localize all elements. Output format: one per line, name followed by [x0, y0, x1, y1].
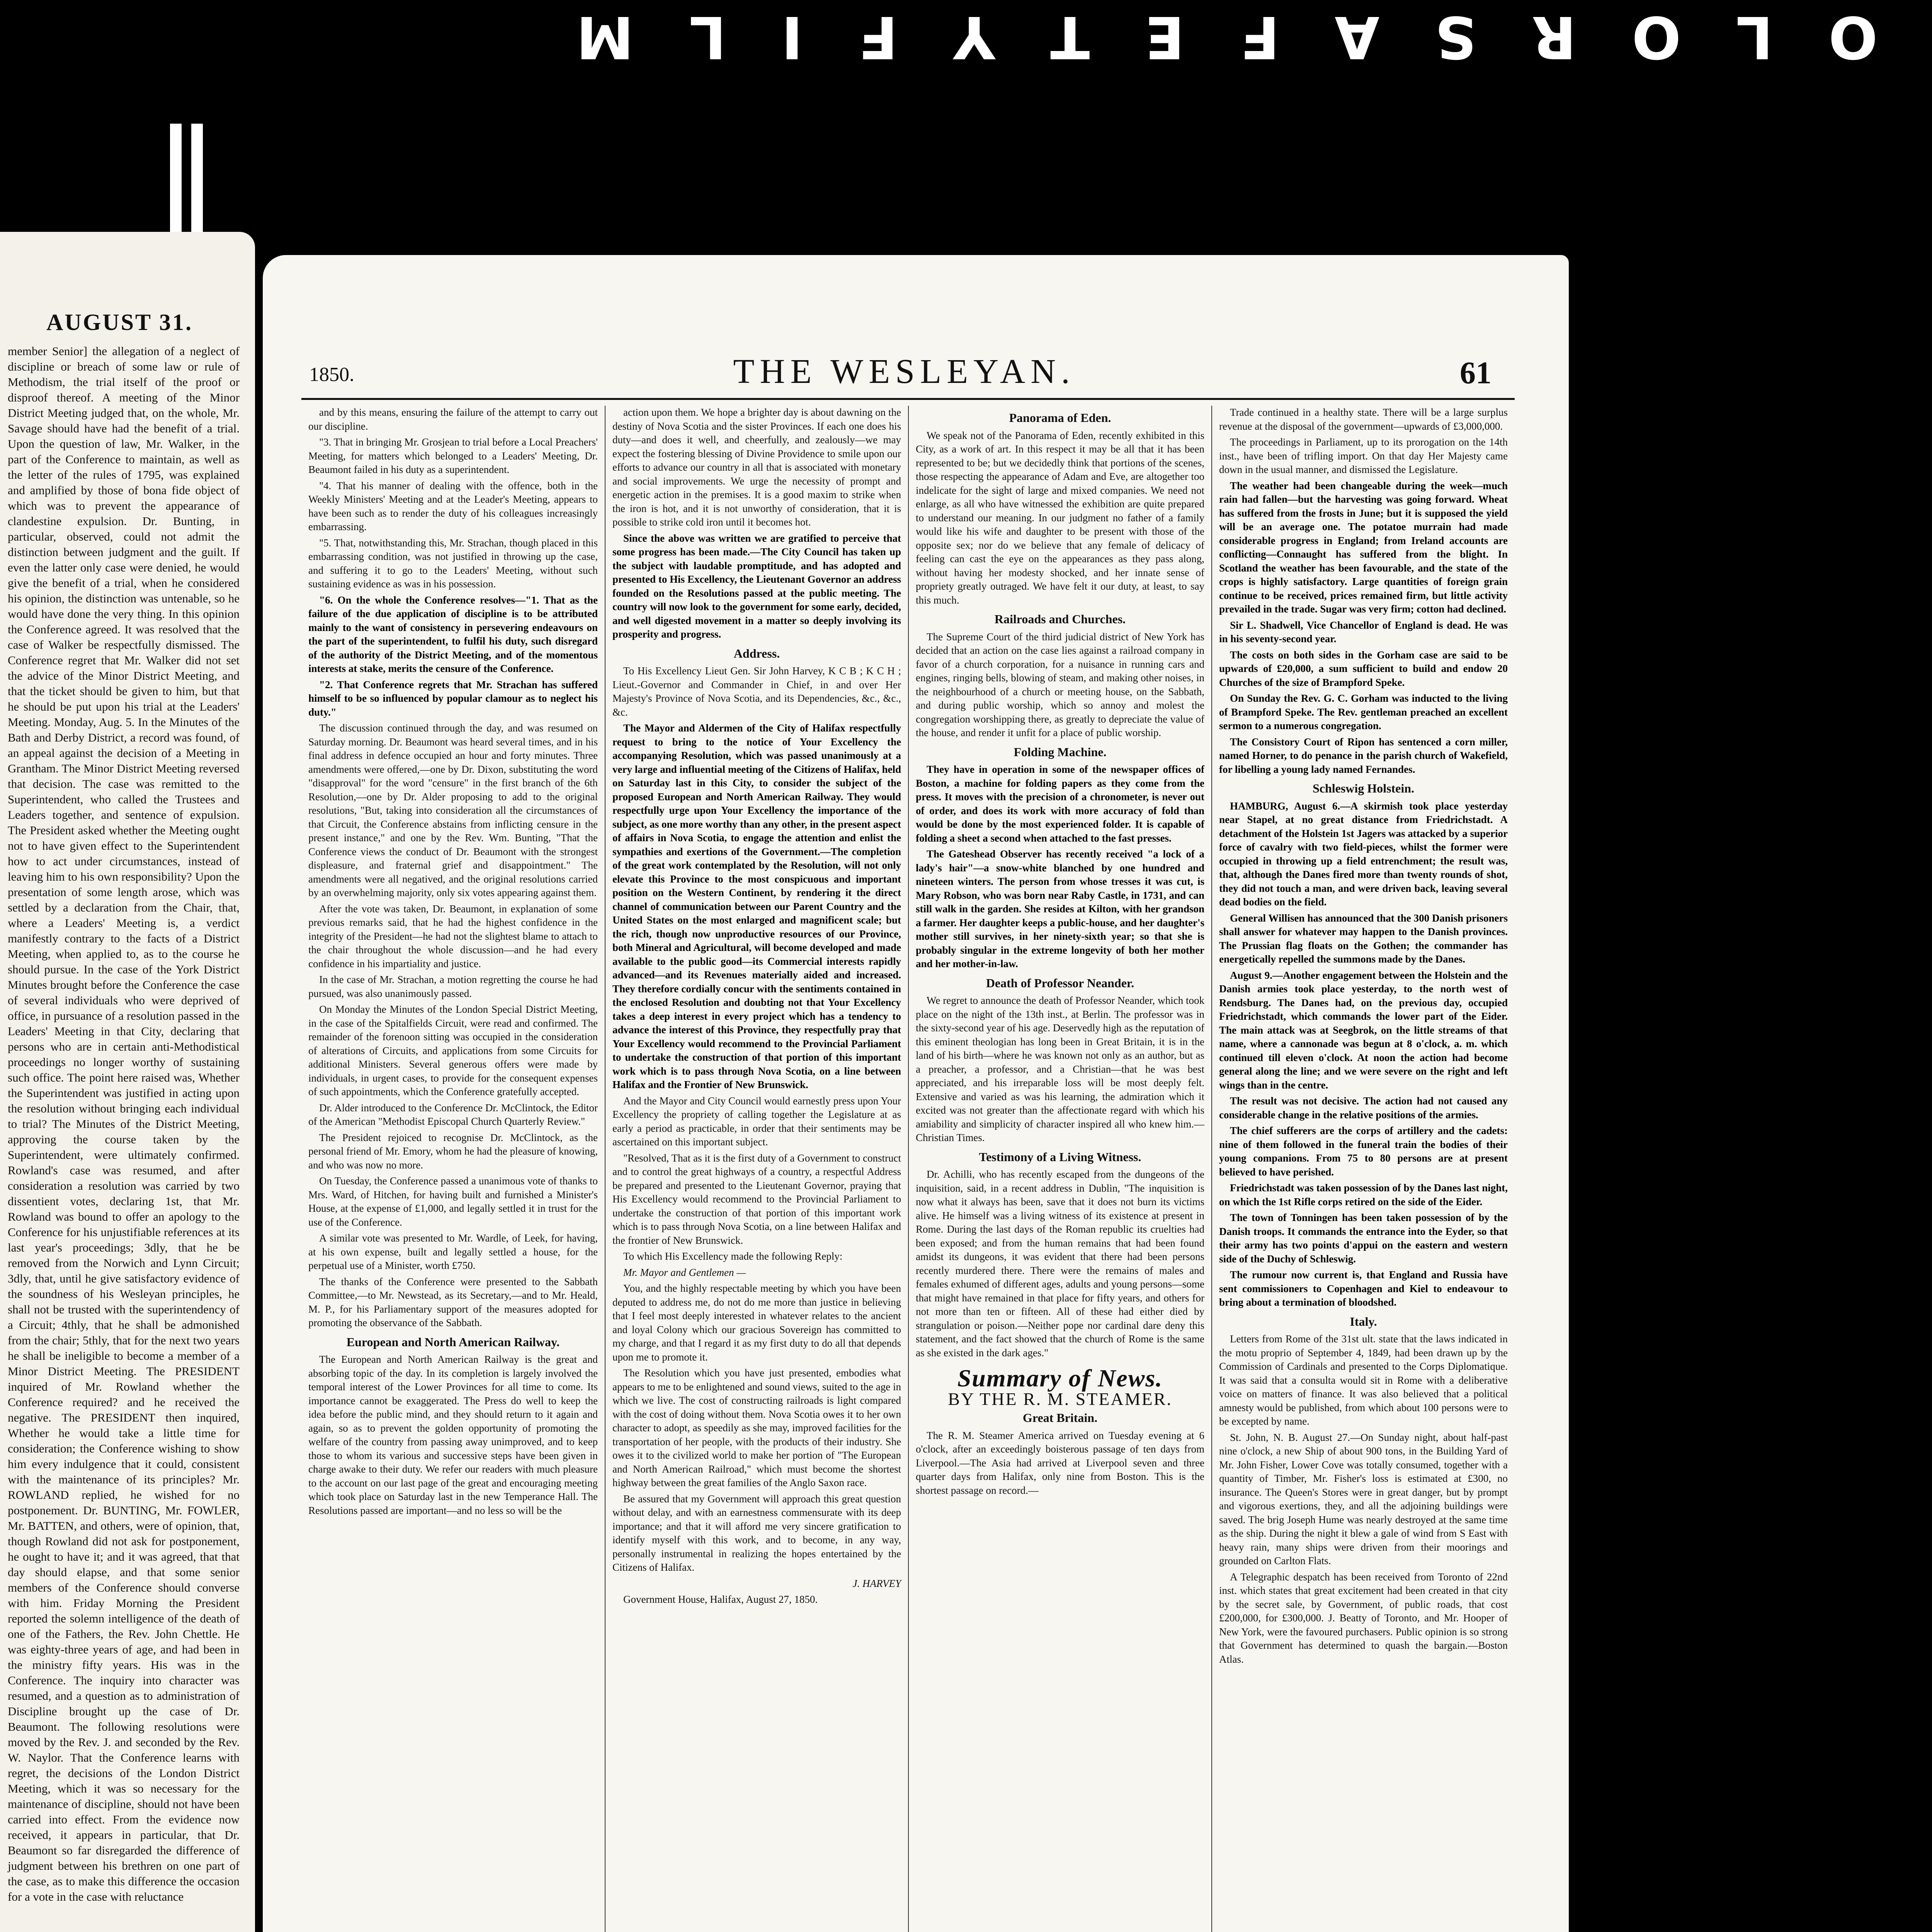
paragraph: To His Excellency Lieut Gen. Sir John Harvey, K C B ; K C H ; Lieut.-Governor and Commander in Chief, in and over Her Majesty's Province of Nova Scotia, and its Dependencies, &c., &c., &c.: [612, 665, 901, 718]
column-1: [301, 406, 605, 1932]
masthead-rule: [301, 398, 1515, 400]
paragraph: Friedrichstadt was taken possession of by the Danes last night, on which the 1st Rifle corps retired on the side of the Eider.: [1219, 1182, 1508, 1208]
paragraph: And the Mayor and City Council would earnestly press upon Your Excellency the propriety of calling together the Legislature at as early a period as practicable, in order that their sentiments may be ascertained on this important subject.: [612, 1095, 901, 1148]
paragraph: To which His Excellency made the following Reply:: [623, 1250, 843, 1262]
adjacent-page-fragment: [0, 232, 255, 1932]
paragraph: The town of Tonningen has been taken possession of by the Danish troops. It commands the entrance into the Eyder, so that their army has two points d'appui on the eastern and western side of the Duchy of Schleswig.: [1219, 1212, 1508, 1265]
article-heading: Railroads and Churches.: [994, 612, 1126, 626]
paragraph: You, and the highly respectable meeting by which you have been deputed to address me, do not do me more than justice in believing that I feel most deeply interested in whatever relates to the ancient and loyal Colony which our gracious Sovereign has committed to my charge, and that I regard it as my first duty to do all that depends upon me to promote it.: [612, 1282, 901, 1363]
film-letter: T: [1050, 3, 1090, 70]
film-letter: O: [1631, 3, 1681, 70]
paragraph: Sir L. Shadwell, Vice Chancellor of England is dead. He was in his seventy-second year.: [1219, 619, 1508, 645]
film-letter: M: [576, 3, 634, 70]
paragraph: "4. That his manner of dealing with the offence, both in the Weekly Ministers' Meeting and at the Leader's Meeting, appears to have been such as to render the duty of his colleagues increasingly embarrassing.: [308, 480, 598, 532]
article-heading: European and North American Railway.: [346, 1335, 560, 1349]
film-letter: S: [1435, 3, 1477, 70]
paragraph: On Sunday the Rev. G. C. Gorham was inducted to the living of Brampford Speke. The Rev. gentleman preached an excellent sermon to a numerous congregation.: [1219, 692, 1508, 731]
film-edge-lettering: [549, 0, 1932, 73]
paragraph: action upon them. We hope a brighter day is about dawning on the destiny of Nova Scotia and the sister Provinces. If each one does his duty—and does it well, and cheerfully, and zealously—we may expect the fostering blessing of Divine Providence to smile upon our efforts to advance our country in all that is associated with monetary and social improvements. We urge the necessity of prompt and energetic action in the premises. It is a good maxim to strike when the iron is hot, and it is not unworthy of consideration, that it is possible to strike cold iron until it becomes hot.: [612, 406, 901, 528]
film-letter: L: [689, 3, 726, 70]
paragraph: The result was not decisive. The action had not caused any considerable change in the relative positions of the armies.: [1219, 1095, 1508, 1121]
paragraph: The Gateshead Observer has recently received "a lock of a lady's hair"—a snow-white blanched by one hundred and nineteen winters. The person from whose tresses it was cut, is Mary Robson, who was born near Raby Castle, in 1731, and can still walk in the garden. She resides at Kilton, with her grandson a farmer. Her daughter keeps a public-house, and her daughter's mother still survives, in her ninety-sixth year; so that she is probably singular in the extreme longevity of both her mother and her mother-in-law.: [916, 848, 1204, 969]
paragraph: Trade continued in a healthy state. There will be a large surplus revenue at the disposal of the government—upwards of £3,000,000.: [1219, 406, 1508, 432]
article-heading: Death of Professor Neander.: [986, 976, 1134, 990]
paragraph: August 9.—Another engagement between the Holstein and the Danish armies took place yesterday, to the north west of Rendsburg. The Danes had, on the previous day, occupied Friedrichstadt, which commands the lower part of the Eider. The main attack was at Seegbrok, on the little streams of that name, where a cannonade was begun at 8 o'clock, a. m. which continued till eleven o'clock. At noon the action had become general along the line; and we were severe on the right and left wings than in the centre.: [1219, 969, 1508, 1091]
paragraph: Be assured that my Government will approach this great question without delay, and with an earnestness commensurate with its deep importance; and that it will afford me very sincere gratification to identify myself with this work, and to become, in any way, personally instrumental in realizing the hopes entertained by the Citizens of Halifax.: [612, 1493, 901, 1573]
paragraph: Dr. Alder introduced to the Conference Dr. McClintock, the Editor of the American "Methodist Episcopal Church Quarterly Review.": [308, 1102, 598, 1127]
paragraph: The Mayor and Aldermen of the City of Halifax respectfully request to bring to the notice of Your Excellency the accompanying Resolution, which was passed unanimously at a very large and influential meeting of the Citizens of Halifax, held on Saturday last in this City, to consider the subject of the proposed European and North American Railway. They would respectfully urge upon Your Excellency the importance of the subject, as one more worthy than any other, in the present aspect of affairs in Nova Scotia, to engage the attention and enlist the sympathies and exertions of the Government.—The completion of the great work contemplated by the Resolution, will not only elevate this Province to the most conspicuous and important position on the Western Continent, by rendering it the direct channel of communication between our Parent Country and the United States on the most enlarged and magnificent scale; but the rich, though now unproductive resources of our Province, both Mineral and Agricultural, will become developed and made available to the public good—its Commercial interests rapidly advanced—and its Revenues materially aided and increased. They therefore cordially concur with the sentiments contained in the enclosed Resolution and doubting not that Your Excellency takes a deep interest in every project which has a tendency to advance the interest of this Province, they respectfully pray that Your Excellency would recommend to the Provincial Parliament to undertake the construction of that portion of this important work which is to pass through Nova Scotia, on a line between Halifax and the Frontier of New Brunswick.: [612, 722, 901, 1090]
film-letter: R: [1532, 3, 1577, 70]
paragraph: A similar vote was presented to Mr. Wardle, of Leek, for having, at his own expense, built and legally settled a house, for the perpetual use of a Minister, worth £750.: [308, 1232, 598, 1271]
paragraph: The President rejoiced to recognise Dr. McClintock, as the personal friend of Mr. Emory, whom he had the pleasure of knowing, and who was now no more.: [308, 1131, 598, 1171]
paragraph: HAMBURG, August 6.—A skirmish took place yesterday near Stapel, at no great distance from Friedrichstadt. A detachment of the Holstein 1st Jagers was attacked by a superior force of cavalry with two field-pieces, whilst the former were occupied in throwing up a field entrenchment; the result was, that, although the Danes fired more than twenty rounds of shot, they did not touch a man, and were driven back, leaving several dead bodies on the field.: [1219, 800, 1508, 908]
paragraph: The chief sufferers are the corps of artillery and the cadets: nine of them followed in the funeral train the bodies of their young companions. From 75 to 80 persons are at present believed to have perished.: [1219, 1125, 1508, 1178]
paragraph: "3. That in bringing Mr. Grosjean to trial before a Local Preachers' Meeting, for matters which belonged to a Leaders' Meeting, Dr. Beaumont failed in his duty as a superintendent.: [308, 436, 598, 475]
film-letter: Y: [953, 3, 995, 70]
paragraph: Letters from Rome of the 31st ult. state that the laws indicated in the motu proprio of September 4, 1849, had been drawn up by the Commission of Cardinals and presented to the Corps Diplomatique. It was said that a consulta would sit in Rome with a deliberative voice on matters of finance. It was also believed that a political amnesty would be published, from which about 100 persons were to be excepted by name.: [1219, 1333, 1508, 1427]
article-heading: Italy.: [1350, 1314, 1377, 1328]
section-title: Summary of News.: [957, 1364, 1163, 1392]
masthead-title: THE WESLEYAN.: [733, 352, 1075, 391]
film-letter: L: [1736, 3, 1773, 70]
paragraph: We regret to announce the death of Professor Neander, which took place on the night of the 13th inst., at Berlin. The professor was in the sixty-second year of his age. Deservedly high as the reputation of this eminent theologian has long been in Great Britain, it is in the land of his birth—where he was known not only as an author, but as a preacher, a professor, and a Christian—that he was best appreciated, and his irreparable loss will be most deeply felt. Extensive and varied as was his learning, the admiration which it excited was not greater than the affectionate regard with which his amiability and simplicity of character inspired all who knew him.—Christian Times.: [916, 995, 1204, 1143]
page-number: 61: [1460, 355, 1492, 390]
film-letter: I: [781, 3, 803, 70]
article-heading: Schleswig Holstein.: [1312, 781, 1415, 795]
paragraph: The rumour now current is, that England and Russia have sent commissioners to Copenhagen and Kiel to endeavour to bring about a termination of bloodshed.: [1219, 1269, 1508, 1308]
masthead-year: 1850.: [309, 364, 354, 386]
article-heading: Folding Machine.: [1014, 745, 1107, 759]
paragraph: They have in operation in some of the newspaper offices of Boston, a machine for folding papers as they come from the press. It moves with the precision of a chronometer, is never out of order, and does its work with more accuracy of fold than would be done by the most experienced folder. It is capable of folding a sheet a second when attached to the fast presses.: [916, 764, 1204, 844]
signature: J. HARVEY: [852, 1577, 901, 1589]
paragraph: On Tuesday, the Conference passed a unanimous vote of thanks to Mrs. Ward, of Hitchen, for having built and furnished a Minister's House, at the expense of £1,000, and legally settled it in trust for the use of the Conference.: [308, 1175, 598, 1228]
paragraph: On Monday the Minutes of the London Special District Meeting, in the case of the Spitalfields Circuit, were read and confirmed. The remainder of the forenoon sitting was occupied in the consideration of alterations of Circuits, and applications from some Circuits for additional Ministers. Several generous offers were made by individuals, in urgent cases, to provide for the consequent expenses of such appointments, which the Conference gratefully accepted.: [308, 1003, 598, 1097]
paragraph: and by this means, ensuring the failure of the attempt to carry out our discipline.: [308, 406, 598, 432]
film-letter: O: [1828, 3, 1878, 70]
paragraph: The discussion continued through the day, and was resumed on Saturday morning. Dr. Beaumont was heard several times, and in his final address in defence occupied an hour and forty minutes. Three amendments were offered,—one by Dr. Dixon, substituting the word "disapproval" for the word "censure" in the first branch of the 6th Resolution,—one by Dr. Alder proposing to add to the original resolutions, "But, taking into consideration all the circumstances of that Circuit, the Conference abstains from inflicting censure in the present instance," and one by the Rev. Wm. Bunting, "That the Conference views the conduct of Dr. Beaumont with the strongest displeasure, and fraternal grief and disappointment." The amendments were all negatived, and the original resolutions carried by an overwhelming majority, only six votes appearing against them.: [308, 722, 598, 898]
column-4: [1211, 406, 1515, 1932]
paragraph: Dr. Achilli, who has recently escaped from the dungeons of the inquisition, said, in a recent address in Dublin, "The inquisition is now what it always has been, save that it does not burn its victims alive. He himself was a living witness of its existence at present in Rome. During the last days of the Roman republic its cruelties had been exposed; and from the human remains that had been found amidst its dungeons, it was evident that there had been persons recently murdered there. There were the remains of males and females exhumed of different ages, adults and young persons—some that might have remained in that place for fifty years, and others for not more than ten or fifteen. All of these had either died by strangulation or poison.—Neither pope nor cardinal dare deny this statement, and the fact showed that the church of Rome is the same as she existed in the dark ages.": [916, 1168, 1204, 1359]
paragraph: "6. On the whole the Conference resolves—"1. That as the failure of the due application of discipline is to be attributed mainly to the want of consistency in persevering endeavours on the part of the superintendent, to fulfil his duty, such disregard of the authority of the District Meeting, and of the momentous interests at stake, merits the censure of the Conference.: [308, 594, 598, 674]
paragraph: We speak not of the Panorama of Eden, recently exhibited in this City, as a work of art. In this respect it may be all that it has been represented to be; but we decidedly think that portions of the scenes, those respecting the appearance of Adam and Eve, are altogether too indelicate for the sight of large and mixed companies. We need not enlarge, as all who have witnessed the exhibition are quite prepared to understand our meaning. In our judgment no father of a family would like his wife and daughter to be present with those of the opposite sex; nor do we believe that any female of delicacy of feeling can cast the eye on the appearances as they pass along, without having her modesty shocked, and her innate sense of propriety greatly outraged. We have felt it our duty, at least, to say this much.: [916, 429, 1204, 606]
column-2: [605, 406, 908, 1932]
paragraph: The Resolution which you have just presented, embodies what appears to me to be enlightened and sound views, suited to the age in which we live. The cost of constructing railroads is light compared with the cost of doing without them. Nova Scotia owes it to her own character to adopt, as speedily as she may, improved facilities for the transportation of her people, with the products of their industry. She owes it to the civilized world to make her portion of "The European and North American Railroad," which must become the shortest highway between the great families of the Anglo Saxon race.: [612, 1367, 901, 1488]
article-heading: Panorama of Eden.: [1009, 411, 1111, 425]
paragraph: A Telegraphic despatch has been received from Toronto of 22nd inst. which states that great excitement had been created in that city by the secret sale, by Government, of public roads, that cost £200,000, for £300,000. J. Beatty of Toronto, and Mr. Hooper of New York, were the favoured purchasers. Public opinion is so strong that Government has determined to quash the bargain.—Boston Atlas.: [1219, 1571, 1508, 1665]
paragraph: The Consistory Court of Ripon has sentenced a corn miller, named Horner, to do penance in the parish church of Wakefield, for libelling a young lady named Fernandes.: [1219, 736, 1508, 775]
paragraph: The Supreme Court of the third judicial district of New York has decided that an action on the case lies against a railroad company in favor of a church corporation, for a nuisance in running cars and engines, ringing bells, blowing of steam, and making other noises, in the neighbourhood of a church or meeting house, on the Sabbath, and during public worship, which so annoy and molest the congregation worshipping there, as greatly to depreciate the value of the house, and render it unfit for a place of public worship.: [916, 631, 1204, 738]
paragraph: The weather had been changeable during the week—much rain had fallen—but the harvesting was going forward. Wheat has suffered from the frosts in June; but it is supposed the yield will be an average one. The potatoe murrain had made considerable progress in England; from Ireland accounts are conflicting—Connaught has suffered from the blight. In Scotland the weather has been favourable, and the state of the crops is highly satisfactory. Large quantities of foreign grain continue to be received, prices remained firm, but little activity prevailed in the trade. Sugar was very firm; cotton had declined.: [1219, 480, 1508, 615]
paragraph: Government House, Halifax, August 27, 1850.: [623, 1594, 818, 1605]
paragraph: "5. That, notwithstanding this, Mr. Strachan, though placed in this embarrassing condition, was not justified in throwing up the case, and suffering it to go to the Leaders' Meeting, without such sustaining evidence as was in his possession.: [308, 537, 598, 590]
paragraph: The R. M. Steamer America arrived on Tuesday evening at 6 o'clock, after an exceedingly boisterous passage of ten days from Liverpool.—The Asia had arrived at Liverpool seven and three quarter days from Halifax, only nine from Boston. This is the shortest passage on record.—: [916, 1429, 1204, 1496]
film-letter: F: [1240, 3, 1280, 70]
section-subtitle: BY THE R. M. STEAMER.: [948, 1389, 1172, 1409]
paragraph: The European and North American Railway is the great and absorbing topic of the day. In its completion is largely involved the temporal interest of the Lower Provinces for all time to come. Its importance cannot be exaggerated. The Press do well to keep the idea before the public mind, and they should return to it again and again, so as to prevent the golden opportunity of promoting the welfare of the country from passing away unimproved, and to keep those to whom its various and successive steps have been given in charge awake to their duty. We refer our readers with much pleasure to the account on our last page of the great and encouraging meeting which took place on Saturday last in the new Temperance Hall. The Resolutions passed are important—and no less so will be the: [308, 1354, 598, 1516]
article-heading: Testimony of a Living Witness.: [979, 1150, 1141, 1164]
paragraph: In the case of Mr. Strachan, a motion regretting the course he had pursued, was also unanimously passed.: [308, 974, 598, 999]
paragraph: Mr. Mayor and Gentlemen —: [623, 1266, 746, 1278]
paragraph: After the vote was taken, Dr. Beaumont, in explanation of some previous remarks said, that he had the highest confidence in the integrity of the President—he had not the slightest blame to attach to the chair throughout the whole discussion—and he had every confidence in his impartiality and justice.: [308, 903, 598, 969]
masthead: [309, 352, 1499, 394]
paragraph: "2. That Conference regrets that Mr. Strachan has suffered himself to be so influenced by popular clamour as to neglect his duty.": [308, 679, 598, 718]
film-letter: E: [1145, 3, 1185, 70]
film-letter: F: [858, 3, 898, 70]
paragraph: Since the above was written we are gratified to perceive that some progress has been made.—The City Council has taken up the subject with laudable promptitude, and has adopted and presented to His Excellency, the Lieutenant Governor an address founded on the Resolutions passed at the public meeting. The country will now look to the government for some early, decided, and well digested movement in a matter so deeply involving its prosperity and progress.: [612, 532, 901, 640]
paragraph: The costs on both sides in the Gorham case are said to be upwards of £20,000, a sum sufficient to build and endow 20 Churches of the size of Brampford Speke.: [1219, 649, 1508, 688]
column-3: [908, 406, 1211, 1932]
paragraph: The thanks of the Conference were presented to the Sabbath Committee,—to Mr. Newstead, as its Secretary,—and to Mr. Heald, M. P., for his Parliamentary support of the measures adopted for promoting the observance of the Sabbath.: [308, 1276, 598, 1328]
paragraph: "Resolved, That as it is the first duty of a Government to construct and to control the great highways of a country, a respectful Address be prepared and presented to the Lieutenant Governor, praying that His Excellency would recommend to the Provincial Parliament to undertake the construction of that portion of this important work which is to pass through Nova Scotia, on a line between Halifax and the frontier of New Brunswick.: [612, 1152, 901, 1246]
paragraph: The proceedings in Parliament, up to its prorogation on the 14th inst., have been of trifling import. On that day Her Majesty came down in the usual manner, and dismissed the Legislature.: [1219, 436, 1508, 475]
newspaper-page: [263, 255, 1569, 1932]
film-letter: A: [1335, 3, 1380, 70]
left-page-text: member Senior] the allegation of a neglect of discipline or breach of some law or rule of Methodism, the trial itself of the proof or disproof thereof. A meeting of the Minor District Meeting judged that, on the whole, Mr. Savage should have had the benefit of a trial. Upon the question of law, Mr. Walker, in the part of the Conference to maintain, as well as the letter of the rules of 1795, was explained and amplified by those of bona fide object of which was to prevent the appearance of clandestine expulsion. Dr. Bunting, in particular, observed, could not admit the distinction between judgment and the guilt. If even the latter only case were denied, he would give the benefit of a trial, when he considered his opinion, the distinction was untenable, so he would have done the very thing. In this opinion the Conference agreed. It was resolved that the case of Walker be respectfully dismissed. The Conference regret that Mr. Walker did not set the advice of the Minor District Meeting, and that the ticket should be given to him, but that he should be put upon his trial at the Leaders' Meeting. Monday, Aug. 5. In the Minutes of the Bath and Derby District, a record was found, of an appeal against the decision of a Meeting in Grantham. The Minor District Meeting reversed that decision. The case was remitted to the Superintendent, who called the Trustees and Leaders together, and sentence of expulsion. The President asked whether the Meeting ought not to have given effect to the Superintendent how to act under circumstances, instead of leaving him to his own responsibility? Upon the presentation of some length arose, which was settled by a declaration from the Chair, that, where a Leaders' Meeting is, a verdict manifestly contrary to the facts of a District Meeting, when applied to, as to the course he should pursue. In the case of the York District Minutes brought before the Conference the case of several individuals who were deprived of office, in pursuance of a resolution passed in the Leaders' Meeting in that City, declaring that persons who are in certain anti-Methodistical proceedings no longer worthy of sustaining such office. The point here raised was, Whether the Superintendent was justified in acting upon the resolution without bringing each individual to trial? The Minutes of the District Meeting, approving the course taken by the Superintendent, were ultimately confirmed. Rowland's case was resumed, and after consideration a resolution was carried by two dissentient votes, declaring 1st, that Mr. Rowland was bound to offer an apology to the Conference for his unjustifiable references at its last year's proceedings; 3dly, that he be removed from the Norwich and Lynn Circuit; 3dly, that, until he give satisfactory evidence of the soundness of his Wesleyan principles, he shall not be trusted with the superintendency of a Circuit; 4thly, that he shall be admonished from the chair; 5thly, that for the next two years he shall be ineligible to become a member of a Minor District Meeting. The PRESIDENT inquired of Mr. Rowland whether the Conference required? and he received the negative. The PRESIDENT then inquired, Whether he would take a little time for consideration; the Conference wishing to show him every indulgence that it could, consistent with the maintenance of its principles? Mr. ROWLAND replied, he wished for no postponement. Dr. BUNTING, Mr. FOWLER, Mr. BATTEN, and others, were of opinion, that, though Rowland did not ask for postponement, he ought to have it; and it was agreed, that that day should elapse, and that some senior members of the Conference should converse with him. Friday Morning the President reported the solemn intelligence of the death of one of the Fathers, the Rev. John Chettle. He was eighty-three years of age, and had been in the ministry fifty years. His was in the Conference. The inquiry into character was resumed, and a question as to administration of Discipline brought up the case of Dr. Beaumont. The following resolutions were moved by the Rev. J. and seconded by the Rev. W. Naylor. That the Conference learns with regret, the decisions of the London District Meeting, which it was so necessary for the maintenance of discipline, should not have been carried into effect. From the evidence now received, it appears in particular, that Dr. Beaumont so far disregarded the difference of judgment between his brethren on one part of the case, as to make this difference the occasion for a vote in the case with reluctance: [8, 344, 240, 1903]
paragraph: St. John, N. B. August 27.—On Sunday night, about half-past nine o'clock, a new Ship of about 900 tons, in the Building Yard of Mr. John Fisher, Lower Cove was totally consumed, together with a quantity of Timber, Mr. Fisher's loss is estimated at £300, no insurance. The Queen's Stores were in great danger, but by prompt and vigorous exertions, they, and all the adjoining buildings were saved. The brig Joseph Hume was nearly destroyed at the same time as the ship. During the night it blew a gale of wind from S East with heavy rain, many ships were driven from their moorings and grounded on Carlton Flats.: [1219, 1431, 1508, 1566]
article-heading: Great Britain.: [1022, 1411, 1098, 1425]
article-heading: Address.: [733, 646, 780, 660]
left-page-header: AUGUST 31.: [46, 310, 193, 335]
paragraph: General Willisen has announced that the 300 Danish prisoners shall answer for whatever may happen to the Danish provinces. The Prussian flag floats on the Gothen; the commander has energetically repelled the summons made by the Danes.: [1219, 912, 1508, 965]
column-container: [301, 406, 1515, 1932]
